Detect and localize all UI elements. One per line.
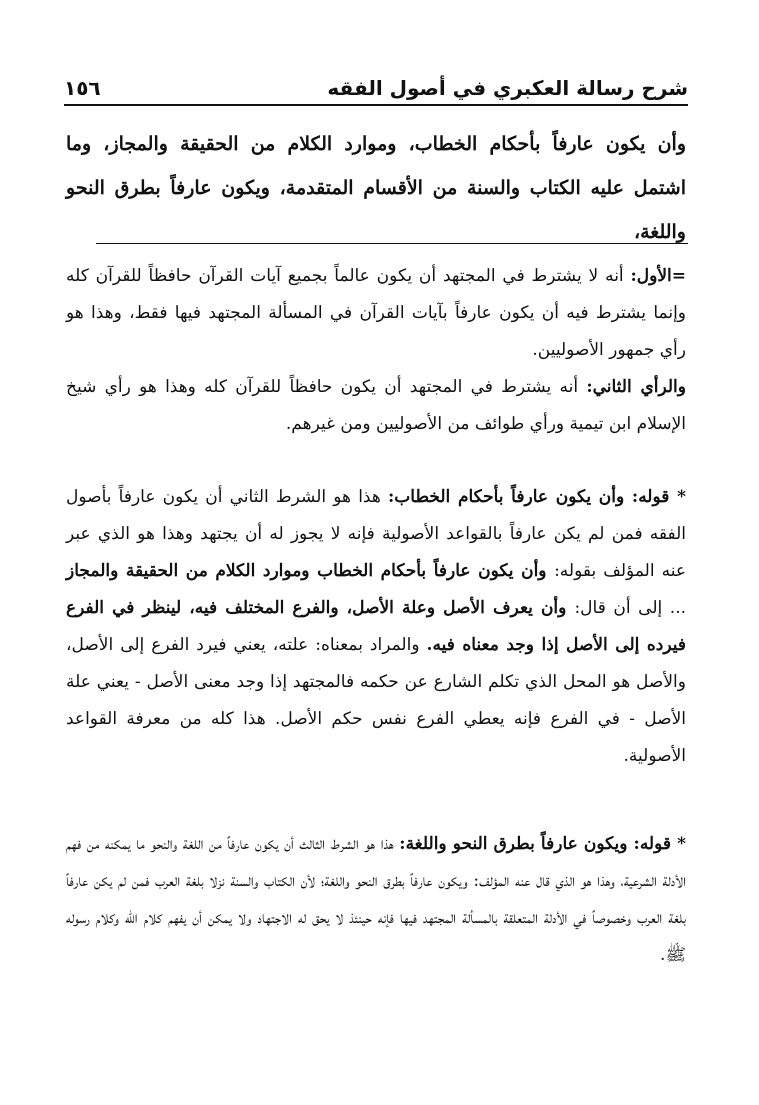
p2-text: أنه يشترط في المجتهد أن يكون حافظاً للقرآن كله وهذا هو رأي شيخ الإسلام ابن تيمية ورأي طوائف من الأصوليين ومن غيرهم. bbox=[66, 377, 686, 434]
footnote-divider bbox=[96, 243, 688, 244]
p3-text-c: ... إلى أن قال: bbox=[574, 598, 687, 618]
footnote-p1 bbox=[66, 258, 686, 369]
p4-lead: * قوله: ويكون عارفاً بطرق النحو واللغة: bbox=[399, 834, 686, 854]
p2-lead: والرأي الثاني: bbox=[586, 377, 686, 397]
footnote-p3 bbox=[66, 479, 686, 775]
page-number: ١٥٦ bbox=[64, 76, 101, 100]
main-text: وأن يكون عارفاً بأحكام الخطاب، وموارد الكلام من الحقيقة والمجاز، وما اشتمل عليه الكتاب والسنة من الأقسام المتقدمة، ويكون عارفاً بطرق النحو واللغة، bbox=[66, 133, 686, 243]
p3-text-e: والمراد بمعناه: علته، يعني فيرد الفرع إلى الأصل، والأصل هو المحل الذي تكلم الشارع عن حكمه فالمجتهد إذا وجد معنى الأصل - يعني علة الأصل - في الفرع فإنه يعطي الفرع نفس حكم الأصل. هذا كله من معرفة القواعد الأصولية. bbox=[66, 635, 686, 766]
p1-lead: =الأول: bbox=[630, 266, 686, 286]
p1-text: أنه لا يشترط في المجتهد أن يكون عالماً بجميع آيات القرآن حافظاً للقرآن كله وإنما يشترط فيه أن يكون عارفاً بآيات القرآن في المسألة المجتهد فيها فقط، وهذا هو رأي جمهور الأصوليين. bbox=[66, 266, 686, 360]
p3-text-b: وأن يكون عارفاً بأحكام الخطاب وموارد الكلام من الحقيقة والمجاز bbox=[66, 561, 555, 581]
p3-lead: * قوله: وأن يكون عارفاً بأحكام الخطاب: bbox=[388, 487, 686, 507]
p3-text-a: هذا هو الشرط الثاني أن يكون عارفاً بأصول الفقه فمن لم يكن عارفاً بالقواعد الأصولية فإنه لا يجوز له أن يجتهد وهذا هو الذي عبر عنه المؤلف بقوله: bbox=[66, 487, 686, 581]
running-header bbox=[64, 70, 688, 106]
p3-text-d: وأن يعرف الأصل وعلة الأصل، والفرع المختلف فيه، لينظر في الفرع فيرده إلى الأصل إذا وجد معناه فيه. bbox=[66, 598, 686, 655]
p4-text: هذا هو الشرط الثالث أن يكون عارفاً من اللغة والنحو ما يمكنه من فهم الأدلة الشرعية، وهذا هو الذي قال عنه المؤلف: ويكون عارفاً بطرق النحو واللغة؛ لأن الكتاب والسنة نزلا بلغة العرب فمن لم يكن عارفاً بلغة العرب وخصوصاً في الأدلة المتعلقة بالمسألة المجتهد فيها فإنه حينئذ لا يحق له الاجتهاد ولا يمكن أن يفهم كلام الله وكلام رسوله ﷺ. bbox=[66, 834, 686, 965]
footnote-p4 bbox=[66, 826, 686, 974]
header-title: شرح رسالة العكبري في أصول الفقه bbox=[327, 76, 688, 100]
footnote-p2 bbox=[66, 369, 686, 443]
